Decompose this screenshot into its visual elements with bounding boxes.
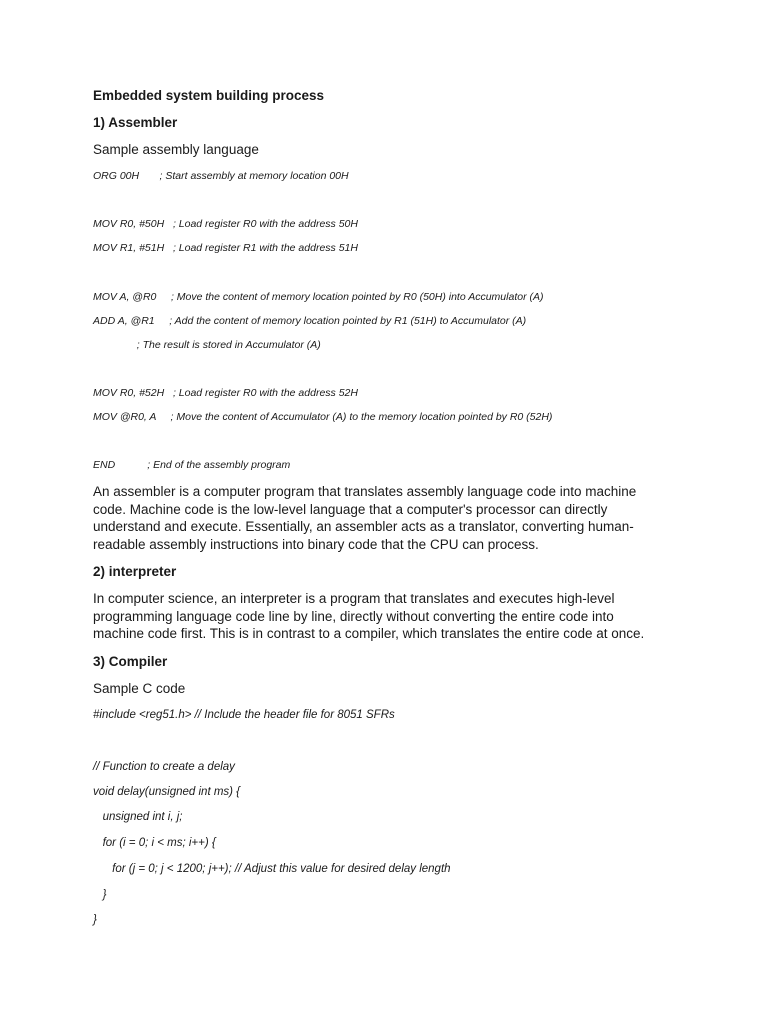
code-line: ADD A, @R1 ; Add the content of memory location pointed by R1 (51H) to Accumulator (A) bbox=[93, 315, 527, 327]
interpreter-paragraph: In computer science, an interpreter is a program that translates and executes high-level programming language code line by line, directly without converting the entire code into machine code first. This is in contrast to a compiler, which translates the entire code at once. bbox=[93, 591, 645, 642]
section-subheading: Sample C code bbox=[93, 681, 186, 696]
code-line: ; The result is stored in Accumulator (A) bbox=[93, 339, 321, 351]
code-line: ORG 00H ; Start assembly at memory location 00H bbox=[93, 170, 349, 182]
document-title: Embedded system building process bbox=[93, 88, 325, 103]
code-line: MOV @R0, A ; Move the content of Accumulator (A) to the memory location pointed by R0 (52H) bbox=[93, 411, 553, 423]
code-line: MOV R1, #51H ; Load register R1 with the address 51H bbox=[93, 242, 358, 254]
section-heading-compiler: 3) Compiler bbox=[93, 654, 168, 669]
code-line: MOV A, @R0 ; Move the content of memory location pointed by R0 (50H) into Accumulator (A) bbox=[93, 291, 544, 303]
c-code-line: // Function to create a delay bbox=[93, 761, 235, 773]
section-heading-assembler: 1) Assembler bbox=[93, 115, 178, 130]
c-code-line: for (i = 0; i < ms; i++) { bbox=[93, 837, 216, 849]
c-code-line: } bbox=[93, 889, 107, 901]
code-line: MOV R0, #52H ; Load register R0 with the address 52H bbox=[93, 387, 358, 399]
c-code-line: for (j = 0; j < 1200; j++); // Adjust this value for desired delay length bbox=[93, 863, 451, 875]
section-heading-interpreter: 2) interpreter bbox=[93, 564, 177, 579]
document-page bbox=[93, 0, 733, 1024]
section-subheading: Sample assembly language bbox=[93, 142, 259, 157]
code-line: MOV R0, #50H ; Load register R0 with the address 50H bbox=[93, 218, 358, 230]
c-code-line: #include <reg51.h> // Include the header file for 8051 SFRs bbox=[93, 709, 395, 721]
c-code-line: unsigned int i, j; bbox=[93, 811, 183, 823]
assembler-paragraph: An assembler is a computer program that translates assembly language code into machine code. Machine code is the low-level language that a computer's processor can directly understand and execute. Essentially, an assembler acts as a translator, converting human-readable assembly instructions into binary code that the CPU can process. bbox=[93, 484, 637, 552]
c-code-line: } bbox=[93, 914, 97, 926]
c-code-line: void delay(unsigned int ms) { bbox=[93, 786, 241, 798]
code-line: END ; End of the assembly program bbox=[93, 459, 291, 471]
